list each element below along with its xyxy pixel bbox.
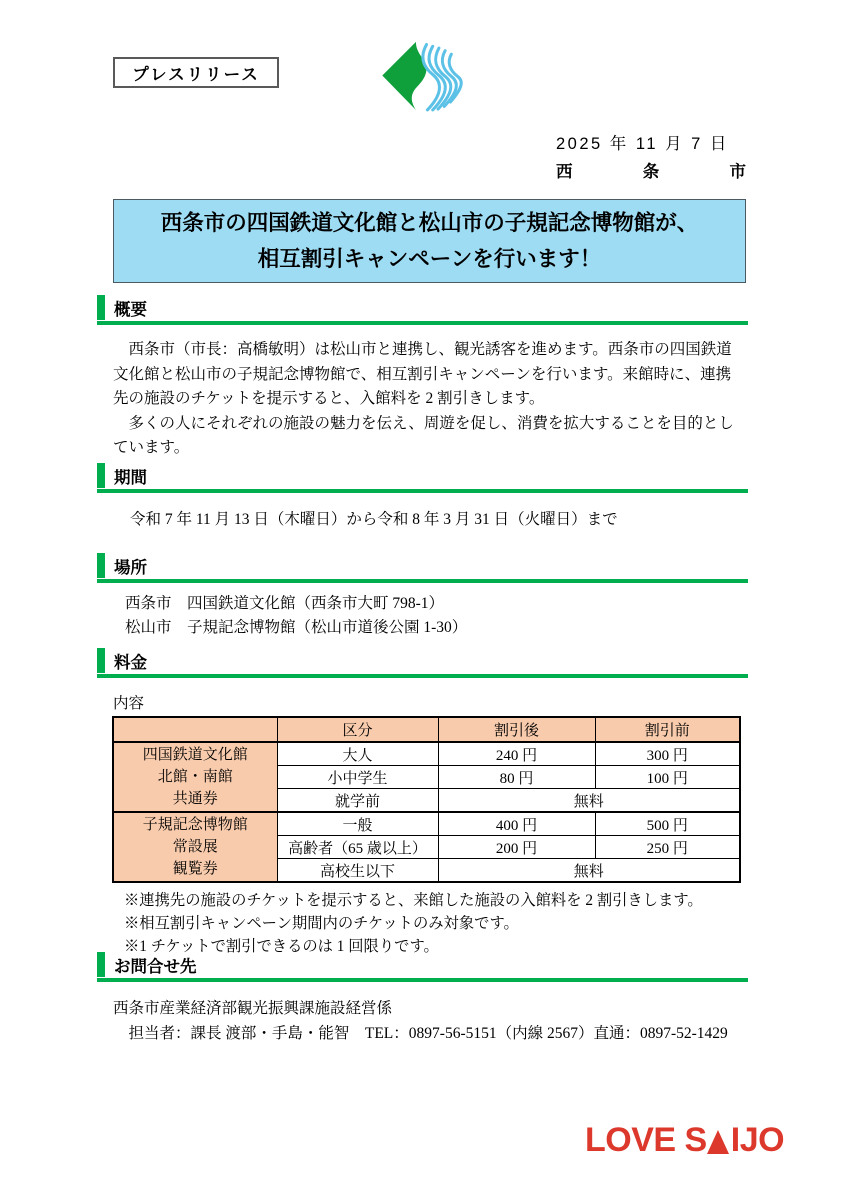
- category-cell: 就学前: [277, 789, 438, 813]
- saijo-city-emblem-icon: [377, 39, 469, 119]
- stylized-a-triangle-icon: [707, 1121, 731, 1159]
- fee-table-header-row: [113, 717, 740, 742]
- logo-text-pre: LOVE S: [585, 1121, 707, 1159]
- section-fee-title: 料金: [114, 653, 147, 672]
- press-release-label-box: [113, 57, 279, 88]
- overview-line: 西条市（市長：高橋敏明）は松山市と連携し、観光誘客を進めます。西条市の四国鉄道: [113, 341, 732, 358]
- section-contact: [97, 952, 748, 1046]
- green-rule: [97, 489, 748, 493]
- green-rule: [97, 321, 748, 325]
- price-after-cell: 80 円: [438, 766, 595, 789]
- section-place: [97, 553, 748, 639]
- section-contact-title: お問合せ先: [114, 957, 197, 976]
- place-line: 西条市 四国鉄道文化館（西条市大町 798-1）: [125, 595, 445, 612]
- overview-line: 文化館と松山市の子規記念博物館で、相互割引キャンペーンを行います。来館時に、連携: [113, 365, 732, 383]
- section-place-heading: [97, 553, 748, 578]
- price-after-cell: 240 円: [438, 742, 595, 766]
- price-before-cell: 500 円: [595, 812, 740, 836]
- category-cell: 高齢者（65 歳以上）: [277, 836, 438, 859]
- release-date: 2025 年 11 月 7 日: [556, 135, 729, 153]
- free-cell: 無料: [438, 859, 740, 883]
- issuer-char: 市: [729, 163, 746, 181]
- date-block: [556, 130, 746, 182]
- price-before-cell: 300 円: [595, 742, 740, 766]
- section-period-title: 期間: [114, 468, 147, 487]
- price-after-cell: 200 円: [438, 836, 595, 859]
- green-bar: [97, 952, 105, 977]
- section-fee-heading: [97, 648, 748, 673]
- section-overview-title: 概要: [114, 300, 147, 319]
- overview-paragraph: [113, 338, 747, 461]
- facility-line: 子規記念博物館: [142, 817, 248, 833]
- issuer-char: 条: [642, 163, 660, 181]
- category-cell: 一般: [277, 812, 438, 836]
- category-cell: 小中学生: [277, 766, 438, 789]
- section-contact-heading: [97, 952, 748, 977]
- price-before-cell: 100 円: [595, 766, 740, 789]
- contact-department: 西条市産業経済部観光振興課施設経営係: [113, 1000, 393, 1017]
- free-cell: 無料: [438, 789, 740, 813]
- facility-line: 北館・南館: [157, 769, 233, 785]
- price-before-cell: 250 円: [595, 836, 740, 859]
- fee-content-label: 内容: [113, 695, 145, 712]
- fee-header-after: 割引後: [438, 717, 595, 742]
- facility-line: 四国鉄道文化館: [142, 747, 248, 763]
- fee-note: ※連携先の施設のチケットを提示すると、来館した施設の入館料を 2 割引きします。: [124, 892, 703, 909]
- category-cell: 高校生以下: [277, 859, 438, 883]
- fee-note: ※相互割引キャンペーン期間内のチケットのみ対象です。: [124, 915, 519, 932]
- issuer-char: 西: [556, 163, 573, 181]
- green-rule: [97, 674, 748, 678]
- facility-cell-shiki: [113, 812, 277, 882]
- issuer-name: [556, 158, 746, 182]
- title-banner: [113, 199, 746, 283]
- green-bar: [97, 463, 105, 488]
- section-overview: [97, 295, 748, 461]
- facility-cell-railway: [113, 742, 277, 812]
- contact-person-phone: 担当者：課長 渡部・手島・能智 TEL：0897-56-5151（内線 2567）直通：0897-52-1429: [113, 1025, 728, 1042]
- section-place-title: 場所: [114, 558, 147, 577]
- title-line-1: 西条市の四国鉄道文化館と松山市の子規記念博物館が、: [160, 211, 699, 235]
- fee-header-before: 割引前: [595, 717, 740, 742]
- fee-header-category: 区分: [277, 717, 438, 742]
- green-bar: [97, 553, 105, 578]
- logo-text-post: IJO: [730, 1121, 785, 1159]
- period-text: 令和 7 年 11 月 13 日（木曜日）から令和 8 年 3 月 31 日（火曜日）まで: [130, 511, 618, 528]
- contact-info: [113, 996, 748, 1046]
- green-bar: [97, 648, 105, 673]
- facility-line: 共通券: [172, 791, 218, 807]
- place-list: [125, 592, 748, 639]
- love-saijo-logo: [585, 1121, 784, 1160]
- section-period: [97, 463, 748, 529]
- table-row: [113, 812, 740, 836]
- place-line: 松山市 子規記念博物館（松山市道後公園 1-30）: [125, 618, 468, 636]
- green-bar: [97, 295, 105, 320]
- category-cell: 大人: [277, 742, 438, 766]
- fee-table: [112, 716, 741, 883]
- overview-line: 多くの人にそれぞれの施設の魅力を伝え、周遊を促し、消費を拡大することを目的とし: [113, 414, 734, 432]
- table-row: [113, 742, 740, 766]
- facility-line: 常設展: [172, 839, 218, 855]
- overview-line: ています。: [113, 439, 190, 456]
- fee-note: ※1 チケットで割引できるのは 1 回限りです。: [124, 938, 439, 955]
- section-fee: [97, 648, 748, 958]
- section-overview-heading: [97, 295, 748, 320]
- title-line-2: 相互割引キャンペーンを行います！: [257, 247, 602, 271]
- fee-notes: [124, 889, 748, 958]
- green-rule: [97, 579, 748, 583]
- fee-header-blank: [113, 717, 277, 742]
- facility-line: 観覧券: [172, 861, 218, 877]
- section-period-heading: [97, 463, 748, 488]
- price-after-cell: 400 円: [438, 812, 595, 836]
- overview-line: 先の施設のチケットを提示すると、入館料を 2 割引きします。: [113, 390, 545, 407]
- press-release-label: プレスリリース: [132, 65, 260, 84]
- green-rule: [97, 978, 748, 982]
